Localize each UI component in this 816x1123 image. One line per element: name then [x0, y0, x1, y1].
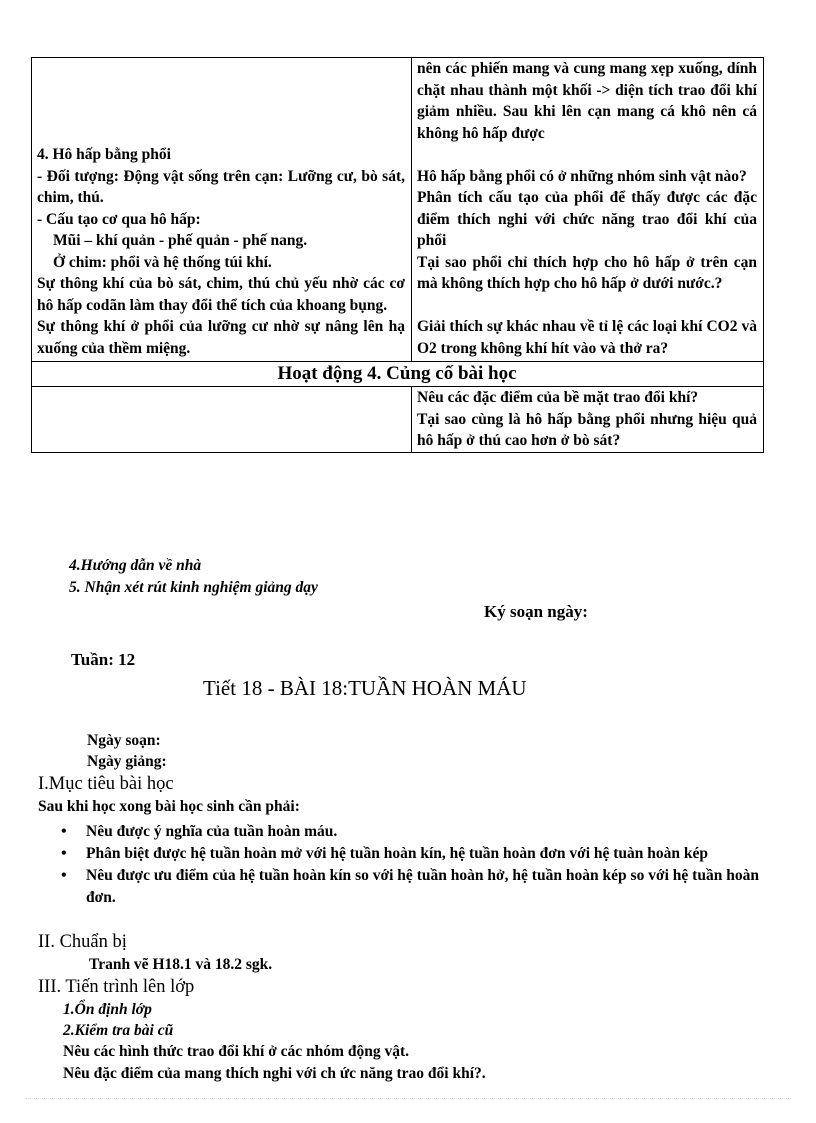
text-line: - Đối tượng: Động vật sống trên cạn: Lưỡng cư, bò sát, chim, thú. — [37, 167, 405, 206]
text-line: Nêu đặc điểm của mang thích nghi với ch ức năng trao đổi khí?. — [63, 1065, 486, 1082]
content-cell — [32, 58, 412, 362]
table-row — [32, 387, 764, 453]
empty-cell — [32, 387, 412, 453]
table-row — [32, 58, 764, 362]
materials-text: Tranh vẽ H18.1 và 18.2 sgk. — [89, 956, 273, 973]
page-divider — [25, 1098, 791, 1099]
teach-date-label: Ngày giảng: — [87, 753, 167, 770]
homework-heading: 4.Hướng dẫn về nhà — [69, 557, 202, 574]
review-heading: 5. Nhận xét rút kinh nghiệm giảng dạy — [69, 579, 318, 596]
text-line: - Cấu tạo cơ qua hô hấp: — [37, 210, 201, 228]
section-intro: Sau khi học xong bài học sinh cần phải: — [38, 798, 300, 815]
subheading: 2.Kiểm tra bài cũ — [63, 1022, 174, 1039]
subheading: 1.Ổn định lớp — [63, 1001, 152, 1018]
list-item: • Nêu được ưu điểm của hệ tuần hoàn kín so với hệ tuần hoàn hở, hệ tuần hoàn kép so với hệ tuần hoàn đơn. — [59, 865, 759, 909]
list-item: • Nêu được ý nghĩa của tuần hoàn máu. — [59, 821, 759, 843]
lesson-activity-table — [31, 57, 764, 453]
question-line: Phân tích cấu tạo của phổi để thấy được các đặc điểm thích nghi với chức năng trao đổi khí của phổi — [417, 189, 757, 249]
prep-date-label: Ngày soạn: — [87, 732, 161, 749]
question-line: Tại sao cùng là hô hấp bằng phổi nhưng hiệu quả hô hấp ở thú cao hơn ở bò sát? — [417, 410, 757, 449]
table-row — [32, 362, 764, 387]
text-line: Sự thông khí của bò sát, chim, thú chủ yếu nhờ các cơ hô hấp codãn làm thay đổi thể tích của khoang bụng. — [37, 275, 405, 314]
section-heading: 4. Hô hấp bằng phổi — [37, 146, 171, 163]
activity-header: Hoạt động 4. Củng cố bài học — [32, 362, 764, 387]
section-heading: I.Mục tiêu bài học — [38, 774, 174, 794]
question-line: Giải thích sự khác nhau về tỉ lệ các loại khí CO2 và O2 trong không khí hít vào và thở ra? — [417, 318, 757, 357]
section-heading: II. Chuẩn bị — [38, 932, 127, 952]
text-line: Sự thông khí ở phổi của lưỡng cư nhờ sự nâng lên hạ xuống của thềm miệng. — [37, 318, 405, 357]
list-item: • Phân biệt được hệ tuần hoàn mở với hệ tuần hoàn kín, hệ tuần hoàn đơn với hệ tuàn hoàn kép — [59, 843, 759, 865]
section-heading: III. Tiến trình lên lớp — [38, 977, 195, 997]
objectives-list — [59, 821, 759, 909]
question-cell — [412, 387, 764, 453]
text-line: nên các phiến mang và cung mang xẹp xuống, dính chặt nhau thành một khối -> diện tích trao đổi khí giảm nhiều. Sau khi lên cạn mang cá khô nên cá không hô hấp được — [417, 60, 757, 142]
text-line: Mũi – khí quản - phế quản - phế nang. — [53, 232, 308, 249]
text-line: Nêu các hình thức trao đổi khí ở các nhóm động vật. — [63, 1043, 409, 1060]
question-cell — [412, 58, 764, 362]
text-line: Ở chim: phổi và hệ thống túi khí. — [53, 253, 272, 271]
lesson-title: Tiết 18 - BÀI 18:TUẦN HOÀN MÁU — [203, 676, 527, 700]
question-line: Hô hấp bằng phổi có ở những nhóm sinh vật nào? — [417, 167, 747, 185]
signed-date-label: Ký soạn ngày: — [484, 602, 588, 621]
question-line: Tại sao phổi chỉ thích hợp cho hô hấp ở trên cạn mà không thích hợp cho hô hấp ở dưới nước.? — [417, 253, 757, 292]
week-label: Tuần: 12 — [71, 650, 136, 669]
question-line: Nêu các đặc điểm của bề mặt trao đổi khí? — [417, 389, 699, 406]
